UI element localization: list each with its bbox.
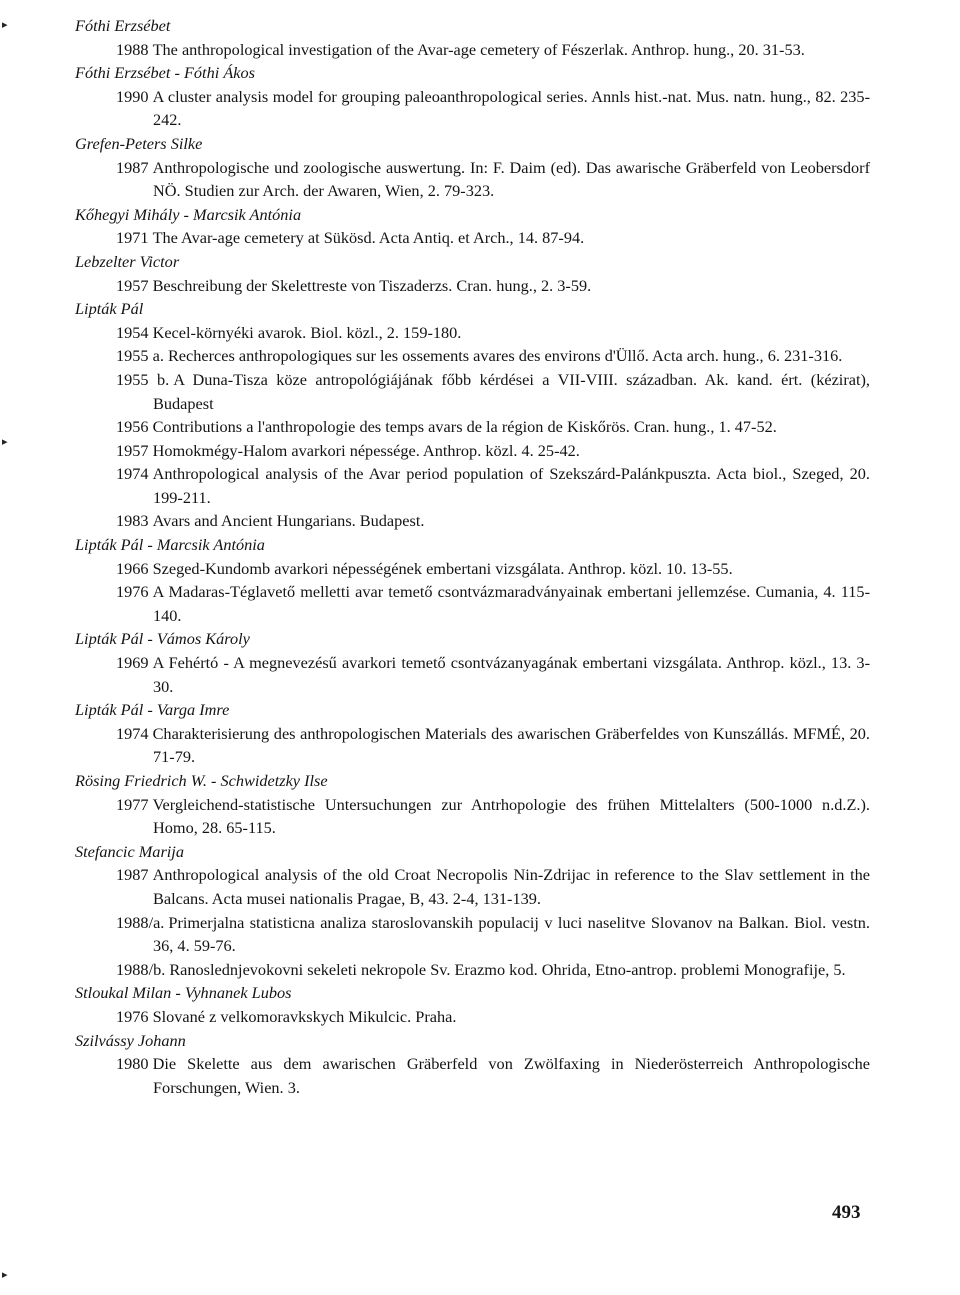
reference-entry	[75, 274, 870, 298]
reference-year: 1990	[116, 86, 149, 106]
reference-entry	[75, 863, 870, 910]
reference-entry	[75, 226, 870, 250]
reference-text: Vergleichend-statistische Untersuchungen zur Antrhopologie des frühen Mittelalters (500-1000 n.d.Z.). Homo, 28. 65-115.	[152, 794, 870, 838]
reference-entry	[75, 415, 870, 439]
reference-text: A Duna-Tisza köze antropológiájának főbb kérdései a VII-VIII. században. Ak. kand. ért. (kézirat), Budapest	[153, 369, 870, 413]
author-heading: Grefen-Peters Silke	[75, 133, 203, 153]
author-heading: Lebzelter Victor	[75, 251, 180, 271]
bibliography-list	[75, 14, 870, 1099]
reference-year: 1957	[116, 275, 149, 295]
reference-year: 1955 b.	[116, 369, 170, 389]
reference-text: Anthropological analysis of the Avar period population of Szekszárd-Palánkpuszta. Acta biol., Szeged, 20. 199-211.	[152, 464, 870, 507]
author-heading: Szilvássy Johann	[75, 1030, 186, 1050]
reference-entry	[75, 1005, 870, 1029]
margin-mark: ▸	[2, 436, 8, 448]
author-heading: Lipták Pál	[75, 299, 144, 319]
reference-year: 1987	[116, 865, 149, 885]
reference-entry	[75, 156, 870, 203]
reference-text: Anthropologische und zoologische auswertung. In: F. Daim (ed). Das awarische Gräberfeld von Leobersdorf NÖ. Studien zur Arch. der Awaren, Wien, 2. 79-323.	[152, 157, 870, 201]
reference-entry	[75, 85, 870, 132]
reference-text: The anthropological investigation of the Avar-age cemetery of Fészerlak. Anthrop. hung., 20. 31-53.	[152, 39, 805, 59]
reference-text: A Madaras-Téglavető melletti avar temető csontvázmaradványainak embertani jellemzése. Cumania, 4. 115-140.	[152, 582, 870, 625]
reference-entry	[75, 793, 870, 840]
reference-entry	[75, 344, 870, 368]
reference-year: 1976	[116, 1006, 149, 1026]
author-heading: Fóthi Erzsébet - Fóthi Ákos	[75, 63, 255, 83]
reference-text: Charakterisierung des anthropologischen Materials des awarischen Gräberfeldes von Kunszállás. MFMÉ, 20. 71-79.	[152, 723, 870, 767]
author-heading: Lipták Pál - Varga Imre	[75, 700, 230, 720]
author-heading: Rösing Friedrich W. - Schwidetzky Ilse	[75, 771, 328, 790]
reference-entry	[75, 321, 870, 345]
author-heading: Stloukal Milan - Vyhnanek Lubos	[75, 983, 292, 1003]
reference-text: Slované z velkomoravkskych Mikulcic. Praha.	[152, 1006, 457, 1026]
reference-text: Contributions a l'anthropologie des temps avars de la région de Kiskőrös. Cran. hung., 1. 47-52.	[152, 417, 777, 437]
reference-year: 1977	[116, 794, 149, 814]
reference-entry	[75, 911, 870, 958]
reference-text: Szeged-Kundomb avarkori népességének embertani vizsgálata. Anthrop. közl. 10. 13-55.	[152, 558, 733, 578]
reference-text: A Fehértó - A megnevezésű avarkori temető csontvázanyagának embertani vizsgálata. Anthrop. közl., 13. 3-30.	[152, 653, 870, 696]
reference-year: 1969	[116, 653, 149, 673]
reference-text: A cluster analysis model for grouping paleoanthropological series. Annls hist.-nat. Mus. natn. hung., 82. 235-242.	[152, 86, 870, 130]
reference-year: 1954	[116, 322, 149, 342]
reference-text: Kecel-környéki avarok. Biol. közl., 2. 159-180.	[152, 322, 462, 342]
reference-year: 1987	[116, 157, 149, 177]
reference-text: Recherces anthropologiques sur les ossements avares des environs d'Üllő. Acta arch. hung., 6. 231-316.	[167, 346, 843, 366]
reference-year: 1957	[116, 440, 149, 460]
margin-mark: ▸	[2, 19, 8, 31]
reference-entry	[75, 651, 870, 698]
reference-entry	[75, 958, 870, 982]
reference-entry	[75, 439, 870, 463]
margin-mark: ▸	[2, 1269, 8, 1281]
reference-text: Homokmégy-Halom avarkori népessége. Anthrop. közl. 4. 25-42.	[152, 440, 580, 460]
reference-year: 1988/a.	[116, 912, 165, 932]
reference-text: Anthropological analysis of the old Croat Necropolis Nin-Zdrijac in reference to the Slav settlement in the Balcans. Acta musei nationalis Pragae, B, 43. 2-4, 131-139.	[152, 865, 870, 908]
reference-year: 1971	[116, 228, 149, 248]
reference-year: 1974	[116, 723, 149, 743]
reference-year: 1980	[116, 1054, 149, 1074]
reference-year: 1983	[116, 511, 149, 531]
reference-year: 1976	[116, 582, 149, 602]
reference-text: Die Skelette aus dem awarischen Gräberfeld von Zwölfaxing in Niederösterreich Anthropologische Forschungen, Wien. 3.	[152, 1054, 870, 1097]
reference-entry	[75, 462, 870, 509]
reference-text: Avars and Ancient Hungarians. Budapest.	[152, 511, 425, 531]
reference-entry	[75, 557, 870, 581]
author-heading: Stefancic Marija	[75, 841, 184, 861]
reference-entry	[75, 722, 870, 769]
reference-text: Primerjalna statisticna analiza staroslovanskih populacij v luci naselitve Slovanov na Balkan. Biol. vestn. 36, 4. 59-76.	[153, 912, 870, 956]
reference-year: 1974	[116, 464, 149, 484]
reference-year: 1956	[116, 417, 149, 437]
reference-year: 1988/b.	[116, 959, 166, 979]
author-heading: Lipták Pál - Vámos Károly	[75, 629, 250, 649]
reference-entry	[75, 580, 870, 627]
author-heading: Fóthi Erzsébet	[75, 16, 171, 35]
reference-year: 1988	[116, 39, 149, 59]
page-number: 493	[832, 1202, 861, 1223]
author-heading: Lipták Pál - Marcsik Antónia	[75, 535, 265, 555]
reference-entry	[75, 1052, 870, 1099]
reference-text: Ranoslednjevokovni sekeleti nekropole Sv. Erazmo kod. Ohrida, Etno-antrop. problemi Monografije, 5.	[169, 959, 846, 979]
reference-entry	[75, 38, 870, 62]
reference-entry	[75, 509, 870, 533]
reference-year: 1955 a.	[116, 346, 164, 366]
reference-entry	[75, 368, 870, 415]
reference-text: Beschreibung der Skelettreste von Tiszaderzs. Cran. hung., 2. 3-59.	[152, 275, 592, 295]
reference-text: The Avar-age cemetery at Sükösd. Acta Antiq. et Arch., 14. 87-94.	[152, 228, 585, 248]
reference-year: 1966	[116, 558, 149, 578]
author-heading: Kőhegyi Mihály - Marcsik Antónia	[75, 204, 302, 224]
